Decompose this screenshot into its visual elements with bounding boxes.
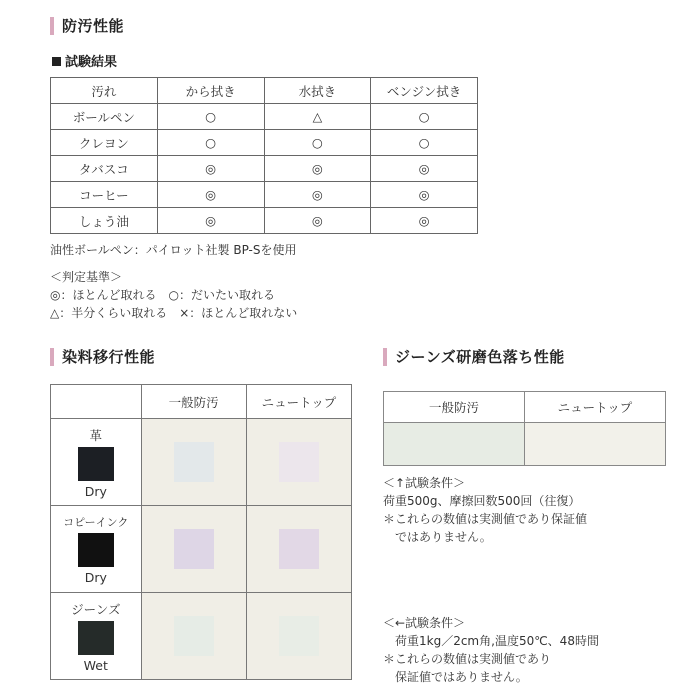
- criteria-line-1: ◎：ほとんど取れる ○：だいたい取れる: [50, 288, 275, 302]
- test-results-subtitle: [52, 51, 117, 70]
- criteria-title: ＜判定基準＞: [50, 270, 123, 284]
- result-mark: ○: [371, 104, 478, 130]
- material-condition: Dry: [84, 483, 107, 499]
- col-header-newtop: ニュートップ: [525, 392, 666, 423]
- cloth-sample-cell: [246, 506, 351, 593]
- result-mark: ◎: [371, 156, 478, 182]
- table-row: [51, 156, 478, 182]
- col-header-water-wipe: 水拭き: [264, 78, 371, 104]
- col-header-stain: 汚れ: [51, 78, 158, 104]
- material-name: ジーンズ: [71, 601, 121, 617]
- result-mark: ◎: [264, 182, 371, 208]
- material-condition: Wet: [83, 657, 108, 673]
- criteria-line-2: △：半分くらい取れる ×：ほとんど取れない: [50, 306, 298, 320]
- jeans-section-title: ジーンズ研磨色落ち性能: [383, 348, 565, 366]
- dye-transfer-table: [50, 384, 352, 680]
- stain-name: しょう油: [51, 208, 158, 234]
- cloth-sample-cell: [246, 593, 351, 680]
- dye-transfer-sample: [174, 616, 214, 656]
- table-row: [51, 506, 352, 593]
- material-name: 革: [89, 427, 103, 443]
- copy-ink-swatch: [78, 533, 114, 567]
- cloth-sample-cell: [141, 419, 246, 506]
- stain-name: タバスコ: [51, 156, 158, 182]
- result-mark: ◎: [157, 208, 264, 234]
- result-mark: ◎: [157, 182, 264, 208]
- table-row: [51, 104, 478, 130]
- dye-section-title: 染料移行性能: [50, 348, 155, 366]
- table-header-row: [51, 385, 352, 419]
- table-row: [51, 130, 478, 156]
- result-mark: △: [264, 104, 371, 130]
- pen-note: 油性ボールペン：パイロット社製 BP-Sを使用: [50, 243, 297, 257]
- col-header-blank: [51, 385, 142, 419]
- cloth-sample-cell: [141, 593, 246, 680]
- result-mark: ◎: [371, 182, 478, 208]
- col-header-general: 一般防汚: [384, 392, 525, 423]
- result-mark: ○: [371, 130, 478, 156]
- jeans-abrasion-table: [383, 391, 666, 466]
- dye-transfer-sample: [174, 442, 214, 482]
- result-mark: ◎: [264, 156, 371, 182]
- table-row: [51, 182, 478, 208]
- cond2-title: ＜←試験条件＞: [383, 616, 466, 630]
- cond1-line-3: ではありません。: [395, 530, 492, 544]
- material-name: コピーインク: [63, 515, 129, 529]
- table-row: [51, 419, 352, 506]
- cond2-line-2: ＊これらの数値は実測値であり: [383, 652, 552, 666]
- stain-name: ボールペン: [51, 104, 158, 130]
- dye-transfer-sample: [279, 616, 319, 656]
- result-mark: ◎: [371, 208, 478, 234]
- abrasion-sample-newtop: [525, 423, 666, 466]
- col-header-benzine-wipe: ベンジン拭き: [371, 78, 478, 104]
- stain-name: クレヨン: [51, 130, 158, 156]
- dye-transfer-sample: [174, 529, 214, 569]
- test-results-label: 試験結果: [65, 55, 118, 70]
- cond2-line-3: 保証値ではありません。: [395, 670, 528, 684]
- leather-swatch: [78, 447, 114, 481]
- cond2-line-1: 荷重1kg／2cm角,温度50℃、48時間: [395, 634, 599, 648]
- material-cell: [51, 593, 142, 680]
- table-row: [384, 423, 666, 466]
- table-header-row: [51, 78, 478, 104]
- cloth-sample-cell: [141, 506, 246, 593]
- stain-section-title: 防汚性能: [50, 17, 124, 35]
- table-header-row: [384, 392, 666, 423]
- material-condition: Dry: [84, 569, 107, 585]
- material-cell: [51, 506, 142, 593]
- result-mark: ○: [157, 104, 264, 130]
- col-header-general: 一般防汚: [141, 385, 246, 419]
- cond1-line-1: 荷重500g、摩擦回数500回（往復）: [383, 494, 581, 508]
- stain-results-table: [50, 77, 478, 234]
- jeans-swatch: [78, 621, 114, 655]
- col-header-newtop: ニュートップ: [246, 385, 351, 419]
- col-header-dry-wipe: から拭き: [157, 78, 264, 104]
- dye-transfer-sample: [279, 442, 319, 482]
- cond1-line-2: ＊これらの数値は実測値であり保証値: [383, 512, 588, 526]
- stain-name: コーヒー: [51, 182, 158, 208]
- result-mark: ◎: [157, 156, 264, 182]
- result-mark: ◎: [264, 208, 371, 234]
- abrasion-sample-general: [384, 423, 525, 466]
- dye-transfer-sample: [279, 529, 319, 569]
- result-mark: ○: [264, 130, 371, 156]
- cond1-title: ＜↑試験条件＞: [383, 476, 466, 490]
- table-row: [51, 593, 352, 680]
- cloth-sample-cell: [246, 419, 351, 506]
- result-mark: ○: [157, 130, 264, 156]
- table-row: [51, 208, 478, 234]
- material-cell: [51, 419, 142, 506]
